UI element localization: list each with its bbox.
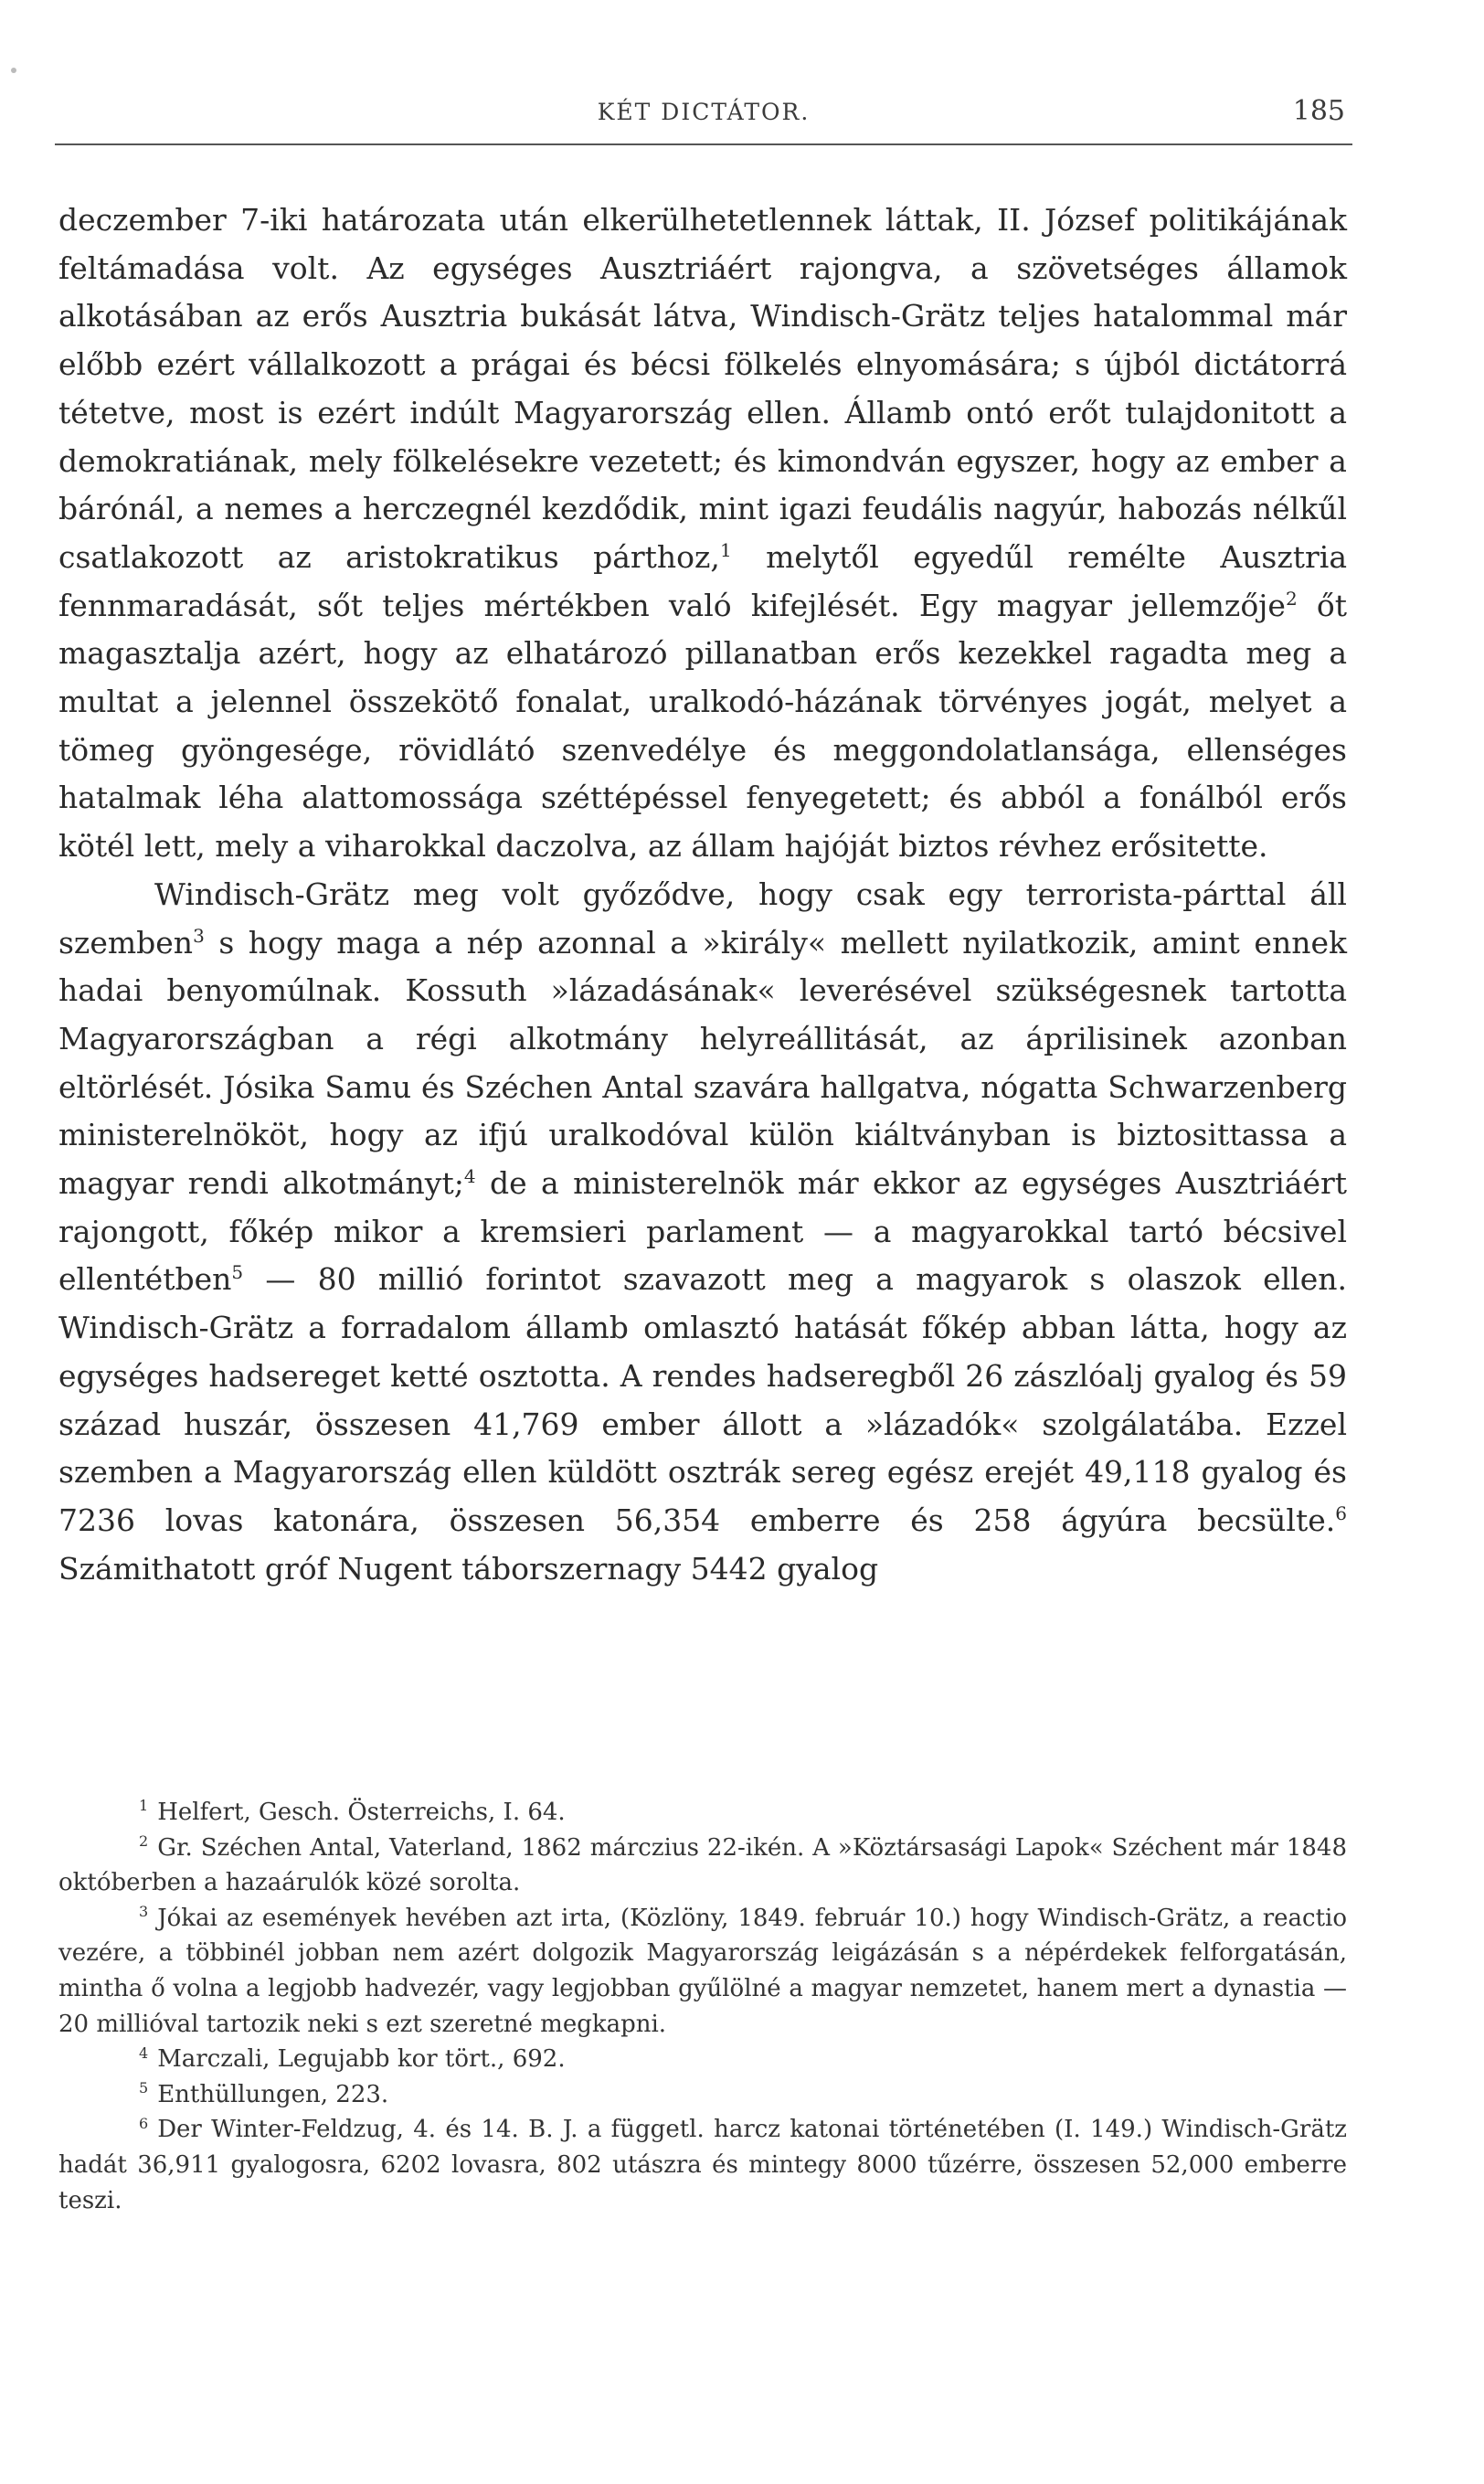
footnote-2 [58, 1831, 1347, 1901]
header-rule [55, 143, 1352, 145]
page-number: 185 [1292, 95, 1345, 127]
text-run: — 80 millió forintot szavazott meg a magyarok s olaszok ellen. Windisch-Grätz a forradalom államb omlasztó hatását főkép abban látta, hogy az egységes hadsereget ketté osztotta. A rendes hadseregből 26 zászlóalj gyalog és 59 század huszár, összesen 41,769 ember állott a »lázadók« szolgálatába. Ezzel szemben a Magyarország ellen küldött osztrák sereg egész erejét 49,118 gyalog és 7236 lovas katonára, összesen 56,354 emberre és 258 ágyúra becsülte. [58, 1261, 1347, 1538]
footnote-5 [58, 2077, 1347, 2113]
footnote-number: 1 [139, 1797, 149, 1815]
footnote-number: 5 [139, 2079, 149, 2097]
paragraph-1 [58, 196, 1347, 871]
text-run: Számithatott gróf Nugent táborszernagy 5442 gyalog [58, 1550, 879, 1587]
text-run: s hogy maga a nép azonnal a »király« mellett nyilatkozik, amint ennek hadai benyomúlnak. Kossuth »lázadásának« leverésével szükségesnek tartotta Magyarországban a régi alkotmány helyreállitását, az áprilisinek azonban eltörlését. Jósika Samu és Széchen Antal szavára hallgatva, nógatta Schwarzenberg ministerelnököt, hogy az ifjú uralkodóval külön kiáltványban is biztosittassa a magyar rendi alkotmányt; [58, 924, 1347, 1202]
footnote-number: 4 [139, 2043, 149, 2062]
text-run: de a ministerelnök már ekkor az egységes Ausztriáért rajongott, főkép mikor a kremsieri parlament — a magyarokkal tartó bécsivel ellentétben [58, 1165, 1348, 1298]
footnote-text: Jókai az események hevében azt irta, (Közlöny, 1849. február 10.) hogy Windisch-Grätz, a reactio vezére, a többinél jobban nem azért dolgozik Magyarország leigázásán s a népérdekek felforgatásán, mintha ő volna a legjobb hadvezér, vagy legjobban gyűlölné a magyar nemzetet, hanem mert a dynastia — 20 millióval tartozik neki s ezt szeretné megkapni. [58, 1904, 1347, 2038]
paragraph-2 [58, 871, 1347, 1594]
footnote-3 [58, 1901, 1347, 2042]
footnote-1 [58, 1795, 1347, 1831]
footnote-marker-3: 3 [193, 924, 205, 947]
footnote-4 [58, 2042, 1347, 2077]
running-title: KÉT DICTÁTOR. [597, 99, 811, 125]
running-header [55, 88, 1352, 143]
footnote-6 [58, 2112, 1347, 2218]
footnote-marker-4: 4 [463, 1165, 476, 1188]
text-run: Windisch-Grätz meg volt győződve, hogy csak egy terrorista-párttal áll szemben [58, 876, 1347, 961]
footnotes [58, 1795, 1347, 2218]
footnote-number: 3 [139, 1903, 149, 1921]
footnote-text: Marczali, Legujabb kor tört., 692. [157, 2045, 566, 2074]
footnote-number: 2 [139, 1831, 149, 1850]
footnote-text: Gr. Széchen Antal, Vaterland, 1862 márczius 22-ikén. A »Köztársasági Lapok« Széchent már 1848 októberben a hazaárulók közé sorolta. [58, 1833, 1347, 1897]
footnote-marker-2: 2 [1285, 587, 1298, 610]
footnote-marker-5: 5 [231, 1261, 244, 1284]
footnote-marker-1: 1 [719, 538, 732, 561]
footnote-number: 6 [139, 2114, 149, 2132]
footnote-text: Enthüllungen, 223. [157, 2080, 389, 2108]
footnote-marker-6: 6 [1335, 1502, 1347, 1524]
text-run: melytől egyedűl remélte Ausztria fennmaradását, sőt teljes mértékben való kifejlését. Egy magyar jellemzője [58, 538, 1347, 623]
main-text [58, 196, 1347, 1593]
footnote-text: Der Winter-Feldzug, 4. és 14. B. J. a függetl. harcz katonai történetében (I. 149.) Windisch-Grätz hadát 36,911 gyalogosra, 6202 lovasra, 802 utászra és mintegy 8000 tűzérre, összesen 52,000 emberre teszi. [58, 2116, 1347, 2214]
paper-speck [11, 68, 16, 73]
text-run: őt magasztalja azért, hogy az elhatározó pillanatban erős kezekkel ragadta meg a multat a jelennel összekötő fonalat, uralkodó-házának törvényes jogát, melyet a tömeg gyöngesége, rövidlátó szenvedélye és meggondolatlansága, ellenséges hatalmak léha alattomossága széttépéssel fenyegetett; és abból a fonálból erős kötél lett, mely a viharokkal daczolva, az állam hajóját biztos révhez erősitette. [58, 587, 1347, 865]
footnote-text: Helfert, Gesch. Österreichs, I. 64. [157, 1799, 566, 1826]
text-run: deczember 7-iki határozata után elkerülhetetlennek láttak, II. József politikájának feltámadása volt. Az egységes Ausztriáért rajongva, a szövetséges államok alkotásában az erős Ausztria bukását látva, Windisch-Grätz teljes hatalommal már előbb ezért vállalkozott a prágai és bécsi fölkelés elnyomására; s újból dictátorrá tétetve, most is ezért indúlt Magyarország ellen. Államb ontó erőt tulajdonitott a demokratiának, mely fölkelésekre vezetett; és kimondván egyszer, hogy az ember a bárónál, a nemes a herczegnél kezdődik, mint igazi feudális nagyúr, habozás nélkűl csatlakozott az aristokratikus párthoz, [58, 202, 1347, 575]
